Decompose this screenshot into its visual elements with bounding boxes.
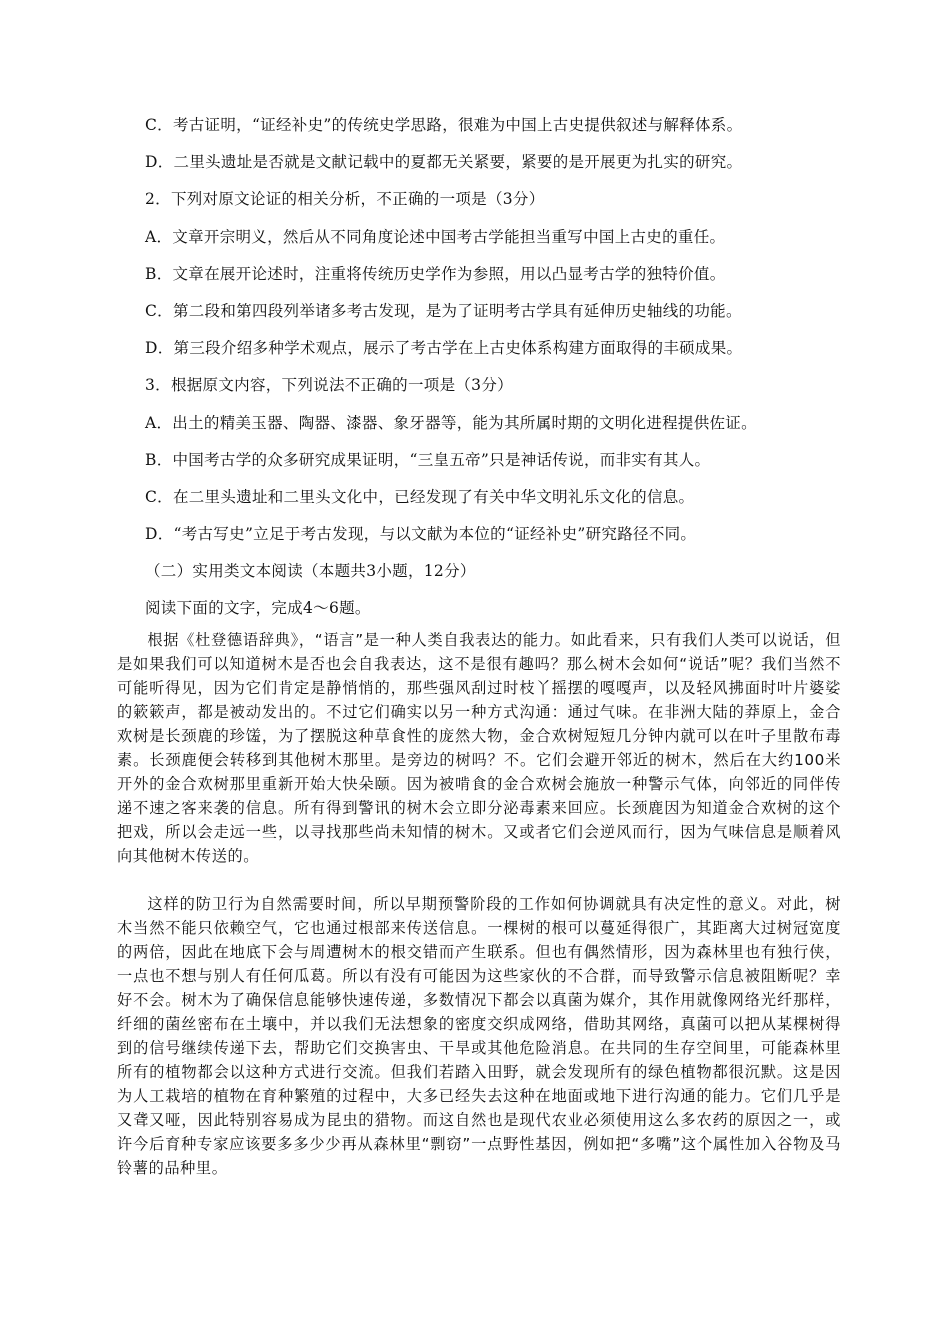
q2-option-a: A．文章开宗明义，然后从不同角度论述中国考古学能担当重写中国上古史的重任。 — [145, 228, 726, 246]
q3-option-b: B．中国考古学的众多研究成果证明，“三皇五帝”只是神话传说，而非实有其人。 — [145, 451, 711, 469]
q2-option-c: C．第二段和第四段列举诸多考古发现，是为了证明考古学具有延伸历史轴线的功能。 — [145, 302, 742, 320]
q2-option-d: D．第三段介绍多种学术观点，展示了考古学在上古史体系构建方面取得的丰硕成果。 — [145, 339, 743, 357]
q2-option-b: B．文章在展开论述时，注重将传统历史学作为参照，用以凸显考古学的独特价值。 — [145, 265, 726, 283]
q1-option-d: D．二里头遗址是否就是文献记载中的夏都无关紧要，紧要的是开展更为扎实的研究。 — [145, 153, 743, 171]
q2-stem: 2．下列对原文论证的相关分析，不正确的一项是（3分） — [145, 190, 545, 208]
passage-paragraph-1: 根据《杜登德语辞典》，“语言”是一种人类自我表达的能力。如此看来，只有我们人类可以说话，但是如果我们可以知道树木是否也会自我表达，这不是很有趣吗？那么树木会如何“说话”呢？我们当然不可能听得见，因为它们肯定是静悄悄的，那些强风刮过时枝丫摇摆的嘎嘎声，以及轻风拂面时叶片婆娑的簌簌声，都是被动发出的。不过它们确实以另一种方式沟通：通过气味。在非洲大陆的莽原上，金合欢树是长颈鹿的珍馐，为了摆脱这种草食性的庞然大物，金合欢树短短几分钟内就可以在叶子里散布毒素。长颈鹿便会转移到其他树木那里。是旁边的树吗？不。它们会避开邻近的树木，然后在大约100米开外的金合欢树那里重新开始大快朵颐。因为被啃食的金合欢树会施放一种警示气体，向邻近的同伴传递不速之客来袭的信息。所有得到警讯的树木会立即分泌毒素来回应。长颈鹿因为知道金合欢树的这个把戏，所以会走远一些，以寻找那些尚未知情的树木。又或者它们会逆风而行，因为气味信息是顺着风向其他树木传送的。 — [117, 631, 841, 865]
section-heading: （二）实用类文本阅读（本题共3小题，12分） — [145, 562, 476, 580]
reading-instruction: 阅读下面的文字，完成4～6题。 — [145, 599, 371, 617]
q3-stem: 3．根据原文内容，下列说法不正确的一项是（3分） — [145, 376, 513, 394]
passage-paragraph-2: 这样的防卫行为自然需要时间，所以早期预警阶段的工作如何协调就具有决定性的意义。对此，树木当然不能只依赖空气，它也通过根部来传送信息。一棵树的根可以蔓延得很广，其距离大过树冠宽度的两倍，因此在地底下会与周遭树木的根交错而产生联系。但也有偶然情形，因为森林里也有独行侠，一点也不想与别人有任何瓜葛。所以有没有可能因为这些家伙的不合群，而导致警示信息被阻断呢？幸好不会。树木为了确保信息能够快速传递，多数情况下都会以真菌为媒介，其作用就像网络光纤那样，纤细的菌丝密布在土壤中，并以我们无法想象的密度交织成网络，借助其网络，真菌可以把从某棵树得到的信号继续传递下去，帮助它们交换害虫、干旱或其他危险消息。在共同的生存空间里，可能森林里所有的植物都会以这种方式进行交流。但我们若踏入田野，就会发现所有的绿色植物都很沉默。这是因为人工栽培的植物在育种繁殖的过程中，大多已经失去这种在地面或地下进行沟通的能力。它们几乎是又聋又哑，因此特别容易成为昆虫的猎物。而这自然也是现代农业必须使用这么多农药的原因之一，或许今后育种专家应该要多多少少再从森林里“剽窃”一点野性基因，例如把“多嘴”这个属性加入谷物及马铃薯的品种里。 — [117, 895, 841, 1177]
q3-option-d: D．“考古写史”立足于考古发现，与以文献为本位的“证经补史”研究路径不同。 — [145, 525, 697, 543]
q3-option-c: C．在二里头遗址和二里头文化中，已经发现了有关中华文明礼乐文化的信息。 — [145, 488, 695, 506]
q3-option-a: A．出土的精美玉器、陶器、漆器、象牙器等，能为其所属时期的文明化进程提供佐证。 — [145, 414, 757, 432]
q1-option-c: C．考古证明，“证经补史”的传统史学思路，很难为中国上古史提供叙述与解释体系。 — [145, 116, 743, 134]
